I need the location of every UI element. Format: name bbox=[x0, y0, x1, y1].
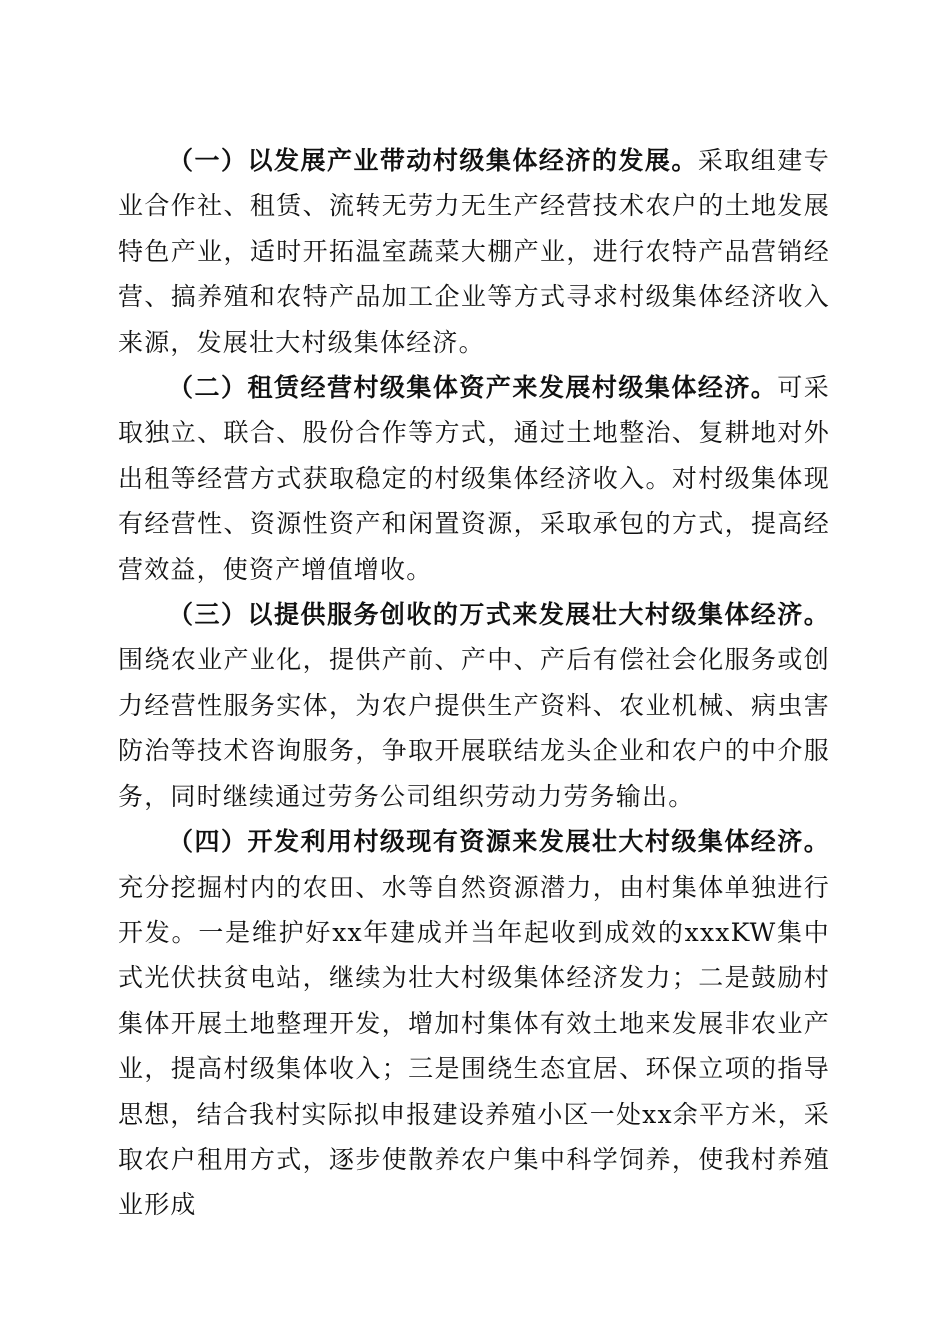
paragraph-1-heading: （一）以发展产业带动村级集体经济的发展。 bbox=[168, 146, 698, 175]
document-body bbox=[118, 138, 830, 1228]
paragraph-1-text: 采取组建专业合作社、租赁、流转无劳力无生产经营技术农户的土地发展特色产业，适时开拓温室蔬菜大棚产业，进行农特产品营销经营、搞养殖和农特产品加工企业等方式寻求村级集体经济收入来源，发展壮大村级集体经济。 bbox=[118, 146, 830, 357]
paragraph-2-text: 可采取独立、联合、股份合作等方式，通过土地整治、复耕地对外出租等经营方式获取稳定的村级集体经济收入。对村级集体现有经营性、资源性资产和闲置资源，采取承包的方式，提高经营效益，使资产增值增收。 bbox=[118, 373, 830, 584]
paragraph-2 bbox=[118, 365, 830, 592]
paragraph-3 bbox=[118, 592, 830, 819]
paragraph-4-text: 充分挖掘村内的农田、水等自然资源潜力，由村集体单独进行开发。一是维护好xx年建成并当年起收到成效的xxxKW集中式光伏扶贫电站，继续为壮大村级集体经济发力；二是鼓励村集体开展土地整理开发，增加村集体有效土地来发展非农业产业，提高村级集体收入；三是围绕生态宜居、环保立项的指导思想，结合我村实际拟申报建设养殖小区一处xx余平方米，采取农户租用方式，逐步使散养农户集中科学饲养，使我村养殖业形成 bbox=[118, 872, 830, 1220]
paragraph-3-text: 围绕农业产业化，提供产前、产中、产后有偿社会化服务或创力经营性服务实体，为农户提供生产资料、农业机械、病虫害防治等技术咨询服务，争取开展联结龙头企业和农户的中介服务，同时继续通过劳务公司组织劳动力劳务输出。 bbox=[118, 645, 830, 811]
paragraph-3-heading: （三）以提供服务创收的万式来发展壮大村级集体经济。 bbox=[168, 600, 830, 630]
paragraph-4 bbox=[118, 819, 830, 1228]
paragraph-4-heading: （四）开发利用村级现有资源来发展壮大村级集体经济。 bbox=[168, 827, 830, 857]
paragraph-2-heading: （二）租赁经营村级集体资产来发展村级集体经济。 bbox=[168, 373, 778, 403]
paragraph-1 bbox=[118, 138, 830, 365]
